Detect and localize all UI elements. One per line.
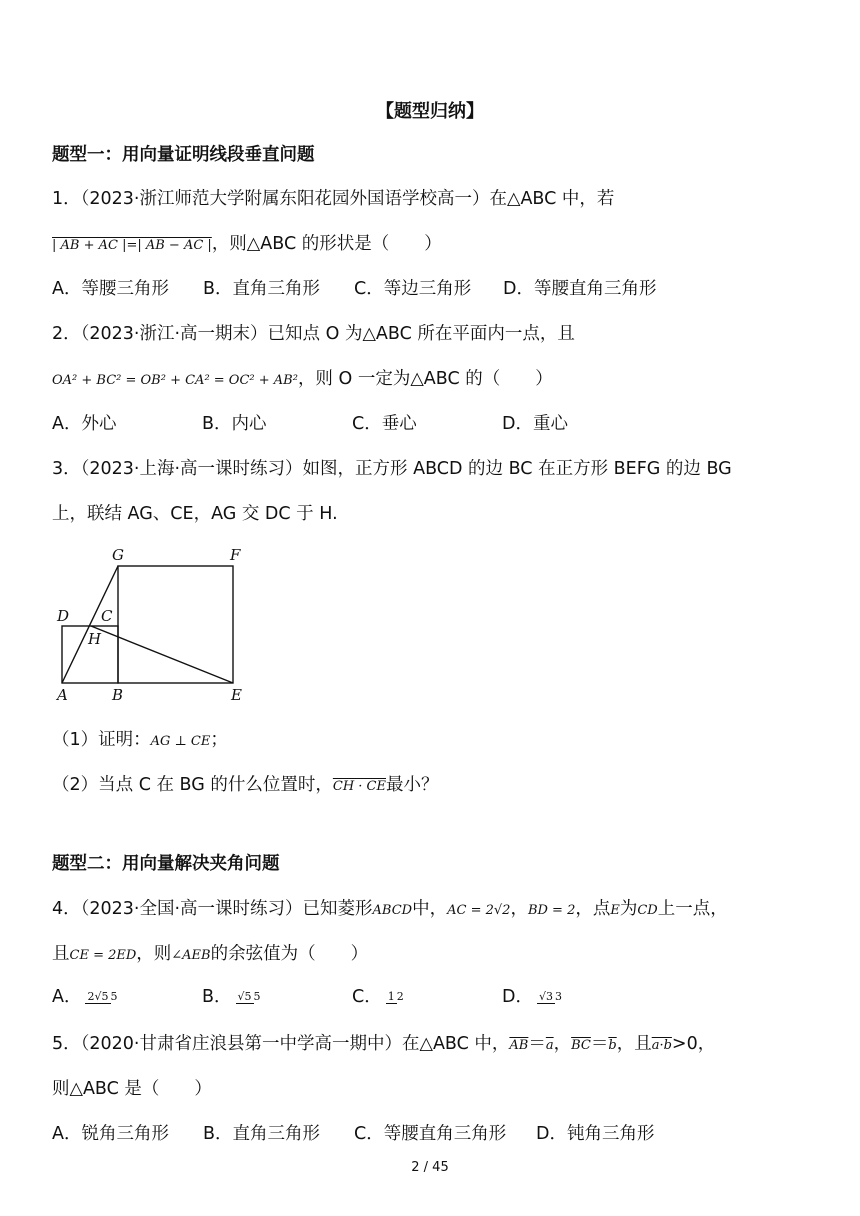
q3-line1: 3．（2023·上海·高一课时练习）如图，正方形 ABCD 的边 BC 在正方形 BEFG 的边 BG [52, 459, 732, 479]
q4-options [52, 984, 562, 1010]
q2-option-b[interactable]: B．内心 [202, 414, 267, 434]
q4-math-bd: BD = 2 [527, 903, 576, 918]
q4-text-b: 中， [412, 899, 448, 919]
fraction-denominator: 2 [396, 990, 404, 1003]
label-b: B [112, 686, 124, 704]
q4-text-i: 的余弦值为（ ） [210, 944, 369, 964]
q5-option-b[interactable]: B．直角三角形 [203, 1124, 321, 1144]
q1-options [52, 276, 656, 302]
label-c: C [101, 607, 113, 625]
q4-option-d[interactable] [502, 984, 562, 1010]
q5-option-c[interactable]: C．等腰直角三角形 [354, 1124, 507, 1144]
q1-line2 [52, 231, 442, 259]
q1-formula: | AB + AC |=| AB − AC | [52, 238, 212, 253]
fraction-numerator: √5 [237, 990, 252, 1003]
q4-text-c: ， [510, 899, 528, 919]
q2-options [52, 411, 568, 437]
q5-vec-a: $\overline{a}$ [545, 1038, 554, 1053]
q5-option-d[interactable]: D．钝角三角形 [536, 1124, 655, 1144]
q5-vec-bc: $\overline{BC}$ [571, 1038, 591, 1053]
section-header: 【题型归纳】 [376, 101, 484, 122]
q4-option-a[interactable] [52, 984, 202, 1010]
q4-math-ac: AC = 2√2 [447, 903, 511, 918]
q4-math-abcd: ABCD [372, 903, 413, 918]
q5-line1 [52, 1031, 715, 1059]
q4-text-a: 4．（2023·全国·高一课时练习）已知菱形 [52, 899, 373, 919]
label-d: D [57, 607, 70, 625]
q5-options [52, 1121, 654, 1147]
q3-sub1-formula: AG ⊥ CE [150, 734, 211, 749]
q1-option-d[interactable]: D．等腰直角三角形 [503, 279, 657, 299]
q2-line1: 2．（2023·浙江·高一期末）已知点 O 为△ABC 所在平面内一点，且 [52, 324, 575, 344]
q5-sep1: ， [553, 1034, 572, 1054]
q4-math-cd: CD [637, 903, 658, 918]
q5-tail: >0， [671, 1034, 716, 1054]
q5-eq1: ＝ [528, 1034, 546, 1054]
q4-text-g: 且 [52, 944, 70, 964]
label-h: H [88, 630, 102, 648]
q2-line2-text: ，则 O 一定为△ABC 的（ ） [297, 369, 553, 389]
q3-sub1-text: （1）证明： [52, 730, 151, 750]
q4-text-e: 为 [619, 899, 638, 919]
label-e: E [231, 686, 242, 704]
label-f: F [230, 546, 241, 564]
q4-option-c-fraction [386, 990, 404, 1004]
fraction-numerator: 2√5 [87, 990, 109, 1003]
q4-math-ce: CE = 2ED [69, 948, 137, 963]
q3-sub2 [52, 772, 439, 800]
q2-line2 [52, 366, 553, 394]
q5-dot-product: a·b [651, 1038, 672, 1053]
label-g: G [112, 546, 124, 564]
q2-option-c[interactable]: C．垂心 [352, 414, 417, 434]
q4-line1 [52, 896, 728, 924]
q2-formula: OA² + BC² = OB² + CA² = OC² + AB² [52, 373, 298, 388]
q2-option-d[interactable]: D．重心 [502, 414, 568, 434]
q3-line2: 上，联结 AG、CE，AG 交 DC 于 H. [52, 504, 338, 524]
q3-sub2-end: 最小？ [386, 775, 439, 795]
q5-line2: 则△ABC 是（ ） [52, 1079, 212, 1099]
q5-vec-b: $\overline{b}$ [608, 1038, 617, 1053]
fraction-numerator: 1 [387, 990, 395, 1003]
q1-option-a[interactable]: A．等腰三角形 [52, 279, 169, 299]
q4-text-f: 上一点， [657, 899, 728, 919]
q4-math-angle: ∠AEB [171, 948, 211, 963]
type2-title: 题型二：用向量解决夹角问题 [52, 854, 280, 874]
q1-line1: 1．（2023·浙江师范大学附属东阳花园外国语学校高一）在△ABC 中，若 [52, 189, 615, 209]
q4-option-d-fraction [537, 990, 562, 1004]
q1-option-c[interactable]: C．等边三角形 [354, 279, 472, 299]
label-a: A [57, 686, 68, 704]
q4-option-a-label: A． [52, 987, 82, 1007]
q4-line2 [52, 941, 368, 969]
q5-vec-ab: $\overline{AB}$ [509, 1038, 529, 1053]
q4-option-a-fraction [85, 990, 117, 1004]
q4-math-e: E [610, 903, 620, 918]
fraction-denominator: 5 [110, 990, 118, 1003]
q3-sub2-text: （2）当点 C 在 BG 的什么位置时， [52, 775, 333, 795]
square-befg [118, 566, 233, 683]
q4-option-b-label: B． [202, 987, 232, 1007]
q3-sub2-formula: CH · CE [332, 779, 386, 794]
q1-line2-text: ，则△ABC 的形状是（ ） [211, 234, 442, 254]
q4-option-b[interactable] [202, 984, 352, 1010]
q4-text-h: ，则 [136, 944, 172, 964]
q2-option-a[interactable]: A．外心 [52, 414, 117, 434]
q4-option-d-label: D． [502, 987, 533, 1007]
page-number: 2 / 45 [411, 1160, 449, 1175]
q3-sub1-end: ； [210, 730, 228, 750]
q4-option-c[interactable] [352, 984, 502, 1010]
fraction-denominator: 5 [253, 990, 261, 1003]
q4-text-d: ，点 [575, 899, 611, 919]
q5-text-a: 5．（2020·甘肃省庄浪县第一中学高一期中）在△ABC 中， [52, 1034, 510, 1054]
q4-option-c-label: C． [352, 987, 382, 1007]
q3-figure [50, 540, 260, 710]
type1-title: 题型一：用向量证明线段垂直问题 [52, 145, 315, 165]
q5-eq2: ＝ [590, 1034, 609, 1054]
q5-sep2: ，且 [616, 1034, 652, 1054]
q5-option-a[interactable]: A．锐角三角形 [52, 1124, 169, 1144]
fraction-denominator: 3 [555, 990, 562, 1003]
fraction-numerator: √3 [538, 990, 553, 1003]
q3-sub1 [52, 727, 228, 755]
q4-option-b-fraction [236, 990, 261, 1004]
q1-option-b[interactable]: B．直角三角形 [203, 279, 321, 299]
segment-ce [91, 626, 233, 683]
